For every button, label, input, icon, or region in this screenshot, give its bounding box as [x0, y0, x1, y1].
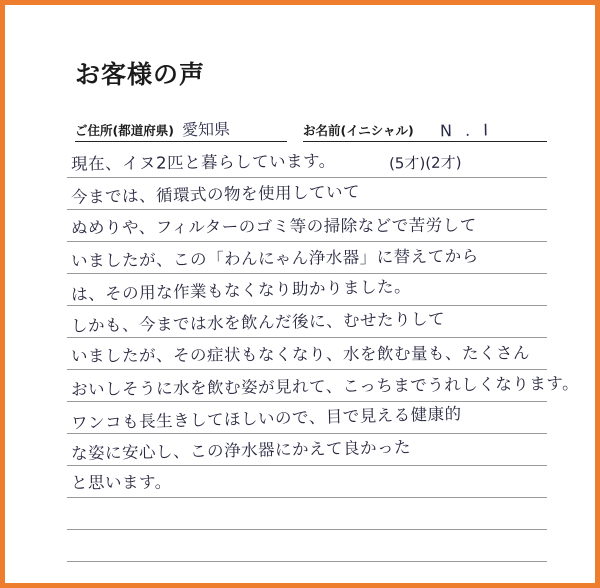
handwritten-line — [67, 178, 547, 210]
handwritten-line — [67, 306, 547, 338]
handwritten-text: は、その用な作業もなくなり助かりました。 — [70, 276, 412, 305]
handwritten-line — [67, 274, 547, 306]
field-name-label: お名前(イニシャル) — [303, 123, 414, 138]
field-name — [303, 121, 547, 142]
handwritten-text: いましたが、その症状もなくなり、水を飲む量も、たくさん — [70, 343, 531, 366]
field-name-value: N . I — [439, 120, 492, 141]
field-address — [75, 117, 287, 142]
form-fields-row — [75, 117, 547, 142]
card-inner — [5, 5, 595, 583]
handwritten-body — [67, 146, 580, 562]
handwritten-line-blank — [67, 530, 547, 562]
handwritten-line — [67, 210, 547, 242]
field-address-value: 愛知県 — [181, 119, 231, 140]
handwritten-line — [67, 338, 547, 370]
handwritten-text: ぬめりや、フィルターのゴミ等の掃除などで苦労して — [70, 215, 477, 238]
handwritten-text: な姿に安心し、この浄水器にかえて良かった — [70, 437, 412, 464]
handwritten-line — [67, 146, 547, 178]
handwritten-text: 今までは、循環式の物を使用していて — [70, 182, 361, 207]
handwritten-text: おいしそうに水を飲む姿が見れて、こっちまでうれしくなります。 — [70, 373, 580, 400]
handwritten-line — [67, 242, 547, 274]
handwritten-line-blank — [67, 498, 547, 530]
handwritten-text: いましたが、この「わんにゃん浄水器」に替えてから — [70, 246, 479, 271]
handwritten-line — [67, 370, 580, 402]
handwritten-line — [67, 434, 547, 466]
handwritten-line — [67, 466, 547, 498]
handwritten-text: と思います。 — [70, 472, 172, 493]
handwritten-line — [67, 402, 547, 434]
inline-note: (5才)(2才) — [388, 153, 462, 173]
handwritten-text: しかも、今までは水を飲んだ後に、むせたりして — [70, 309, 446, 336]
handwritten-text: 現在、イヌ2匹と暮らしています。 — [70, 151, 336, 174]
field-address-label: ご住所(都道府県) — [75, 123, 174, 138]
handwritten-text: ワンコも長生きしてほしいので、目で見える健康的 — [70, 404, 462, 433]
page-title: お客様の声 — [75, 60, 206, 89]
